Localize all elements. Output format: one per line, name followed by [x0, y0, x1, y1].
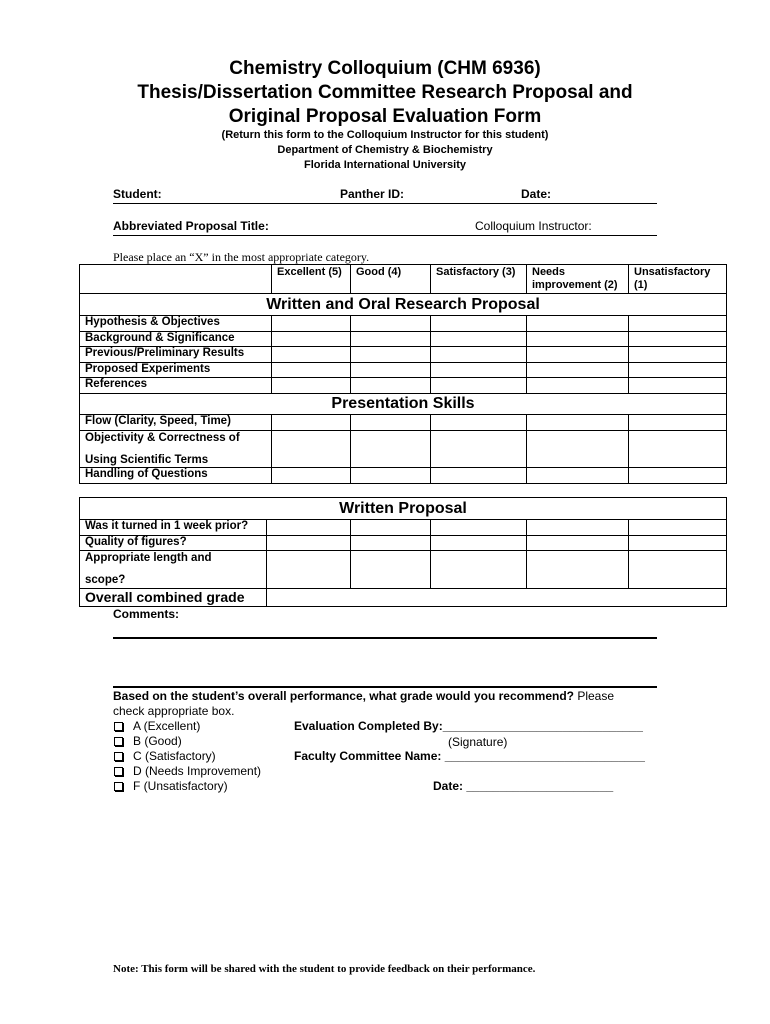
rating-cell[interactable] — [272, 431, 351, 468]
criterion-label: Quality of figures? — [80, 536, 267, 551]
rating-cell[interactable] — [629, 415, 727, 431]
criterion-label: Hypothesis & Objectives — [80, 316, 272, 332]
rating-cell[interactable] — [431, 415, 527, 431]
proposal-title-line[interactable] — [113, 235, 657, 236]
criterion-label-line-2: Using Scientific Terms — [85, 454, 209, 466]
table-row — [80, 536, 727, 551]
rating-cell[interactable] — [272, 316, 351, 332]
checkbox-icon[interactable] — [114, 737, 123, 746]
form-title-line-1: Chemistry Colloquium (CHM 6936) — [229, 58, 541, 79]
overall-grade-cell[interactable] — [267, 589, 727, 607]
grade-option-c[interactable] — [114, 749, 216, 763]
date-label: Date: — [521, 187, 552, 201]
rating-cell[interactable] — [431, 468, 527, 484]
column-good: Good (4) — [351, 265, 431, 294]
rating-cell[interactable] — [431, 347, 527, 363]
rating-cell[interactable] — [272, 347, 351, 363]
signature-caption: (Signature) — [448, 735, 508, 749]
column-needs-improvement: Needs improvement (2) — [527, 265, 629, 294]
rating-cell[interactable] — [267, 536, 351, 551]
grade-option-f[interactable] — [114, 779, 228, 793]
rating-cell[interactable] — [527, 332, 629, 347]
criterion-label: Proposed Experiments — [80, 363, 272, 378]
rating-cell[interactable] — [527, 520, 629, 536]
evaluation-completed-by[interactable]: Evaluation Completed By:______________________________ — [294, 719, 643, 733]
table-row — [80, 378, 727, 394]
rating-cell[interactable] — [527, 363, 629, 378]
rating-cell[interactable] — [629, 332, 727, 347]
table-row — [80, 520, 727, 536]
rating-cell[interactable] — [629, 468, 727, 484]
rating-cell[interactable] — [527, 316, 629, 332]
rating-cell[interactable] — [629, 347, 727, 363]
recommend-question — [113, 689, 673, 703]
faculty-committee-name[interactable]: Faculty Committee Name: ______________________________ — [294, 749, 645, 763]
return-instruction: (Return this form to the Colloquium Instructor for this student) — [221, 129, 549, 141]
rating-cell[interactable] — [431, 332, 527, 347]
department-name: Department of Chemistry & Biochemistry — [277, 144, 493, 156]
grade-option-label: D (Needs Improvement) — [133, 764, 262, 778]
criterion-label-line-1: Appropriate length and — [85, 552, 212, 564]
panther-id-label: Panther ID: — [340, 187, 405, 201]
column-satisfactory: Satisfactory (3) — [431, 265, 527, 294]
rating-cell[interactable] — [527, 347, 629, 363]
criterion-label: Was it turned in 1 week prior? — [80, 520, 267, 536]
rating-cell[interactable] — [351, 415, 431, 431]
rating-cell[interactable] — [431, 363, 527, 378]
rating-cell[interactable] — [629, 536, 727, 551]
table-header-row — [80, 265, 727, 294]
recommend-instruction: check appropriate box. — [113, 704, 235, 718]
section-presentation-skills: Presentation Skills — [80, 394, 727, 415]
criterion-label — [80, 431, 272, 468]
evaluation-table — [79, 264, 727, 484]
rating-cell[interactable] — [272, 378, 351, 394]
rating-cell[interactable] — [629, 551, 727, 589]
rating-cell[interactable] — [527, 536, 629, 551]
checkbox-icon[interactable] — [114, 767, 123, 776]
student-label: Student: — [113, 187, 162, 201]
table-row — [80, 363, 727, 378]
column-excellent: Excellent (5) — [272, 265, 351, 294]
table-row — [80, 551, 727, 589]
rating-cell[interactable] — [351, 551, 431, 589]
header-empty-cell — [80, 265, 272, 294]
criterion-label: Previous/Preliminary Results — [80, 347, 272, 363]
grade-option-label: F (Unsatisfactory) — [133, 779, 228, 793]
criterion-label: Handling of Questions — [80, 468, 272, 484]
rating-cell[interactable] — [629, 316, 727, 332]
rating-cell[interactable] — [272, 332, 351, 347]
comments-line[interactable] — [113, 686, 657, 688]
table-row — [80, 431, 727, 468]
criterion-label: Flow (Clarity, Speed, Time) — [80, 415, 272, 431]
rating-cell[interactable] — [527, 551, 629, 589]
signoff-date[interactable]: Date: ______________________ — [433, 779, 614, 793]
rating-cell[interactable] — [351, 468, 431, 484]
grade-option-d[interactable] — [114, 764, 261, 778]
rating-cell[interactable] — [629, 363, 727, 378]
table-row — [80, 468, 727, 484]
rating-cell[interactable] — [629, 431, 727, 468]
rating-cell[interactable] — [351, 316, 431, 332]
rating-cell[interactable] — [267, 551, 351, 589]
rating-cell[interactable] — [431, 520, 527, 536]
grade-option-label: A (Excellent) — [133, 719, 201, 733]
section-written-oral: Written and Oral Research Proposal — [80, 294, 727, 316]
rating-cell[interactable] — [351, 520, 431, 536]
overall-grade-label: Overall combined grade — [80, 589, 267, 607]
rating-cell[interactable] — [272, 415, 351, 431]
table-row — [80, 347, 727, 363]
rating-cell[interactable] — [629, 520, 727, 536]
criterion-label: References — [80, 378, 272, 394]
form-title-line-2: Thesis/Dissertation Committee Research Proposal and — [137, 82, 633, 103]
form-title-line-3: Original Proposal Evaluation Form — [228, 106, 542, 127]
comments-line[interactable] — [113, 637, 657, 639]
rating-cell[interactable] — [527, 431, 629, 468]
section-written-proposal: Written Proposal — [80, 498, 727, 520]
rating-cell[interactable] — [351, 347, 431, 363]
table-row — [80, 589, 727, 607]
rating-cell[interactable] — [351, 431, 431, 468]
footer-note: Note: This form will be shared with the student to provide feedback on their performance. — [113, 963, 536, 975]
rating-cell[interactable] — [431, 551, 527, 589]
rating-cell[interactable] — [272, 468, 351, 484]
instruction-text: Please place an “X” in the most appropriate category. — [113, 250, 370, 264]
rating-cell[interactable] — [527, 378, 629, 394]
grade-option-label: B (Good) — [133, 734, 182, 748]
university-name: Florida International University — [304, 159, 466, 171]
rating-cell[interactable] — [629, 378, 727, 394]
rating-cell[interactable] — [527, 415, 629, 431]
rating-cell[interactable] — [431, 378, 527, 394]
rating-cell[interactable] — [527, 468, 629, 484]
grade-option-b[interactable] — [114, 734, 182, 748]
table-row — [80, 332, 727, 347]
grade-option-label: C (Satisfactory) — [133, 749, 216, 763]
recommend-question-tail: Please — [573, 689, 615, 703]
student-info-line[interactable] — [113, 203, 657, 204]
rating-cell[interactable] — [431, 431, 527, 468]
checkbox-icon[interactable] — [114, 752, 123, 761]
rating-cell[interactable] — [272, 363, 351, 378]
criterion-label-line-2: scope? — [85, 574, 126, 586]
column-unsatisfactory: Unsatisfactory (1) — [629, 265, 727, 294]
criterion-label-line-1: Objectivity & Correctness of — [85, 432, 240, 444]
criterion-label — [80, 551, 267, 589]
rating-cell[interactable] — [267, 520, 351, 536]
rating-cell[interactable] — [351, 363, 431, 378]
proposal-title-label: Abbreviated Proposal Title: — [113, 219, 269, 233]
table-row — [80, 316, 727, 332]
checkbox-icon[interactable] — [114, 722, 123, 731]
rating-cell[interactable] — [351, 536, 431, 551]
comments-label: Comments: — [113, 607, 180, 621]
criterion-label: Background & Significance — [80, 332, 272, 347]
checkbox-icon[interactable] — [114, 782, 123, 791]
rating-cell[interactable] — [351, 378, 431, 394]
written-proposal-table — [79, 497, 727, 607]
rating-cell[interactable] — [431, 536, 527, 551]
table-row — [80, 415, 727, 431]
recommend-question-text: Based on the student’s overall performance, what grade would you recommend? — [113, 689, 574, 703]
rating-cell[interactable] — [351, 332, 431, 347]
rating-cell[interactable] — [431, 316, 527, 332]
grade-option-a[interactable] — [114, 719, 200, 733]
instructor-label: Colloquium Instructor: — [475, 219, 592, 233]
